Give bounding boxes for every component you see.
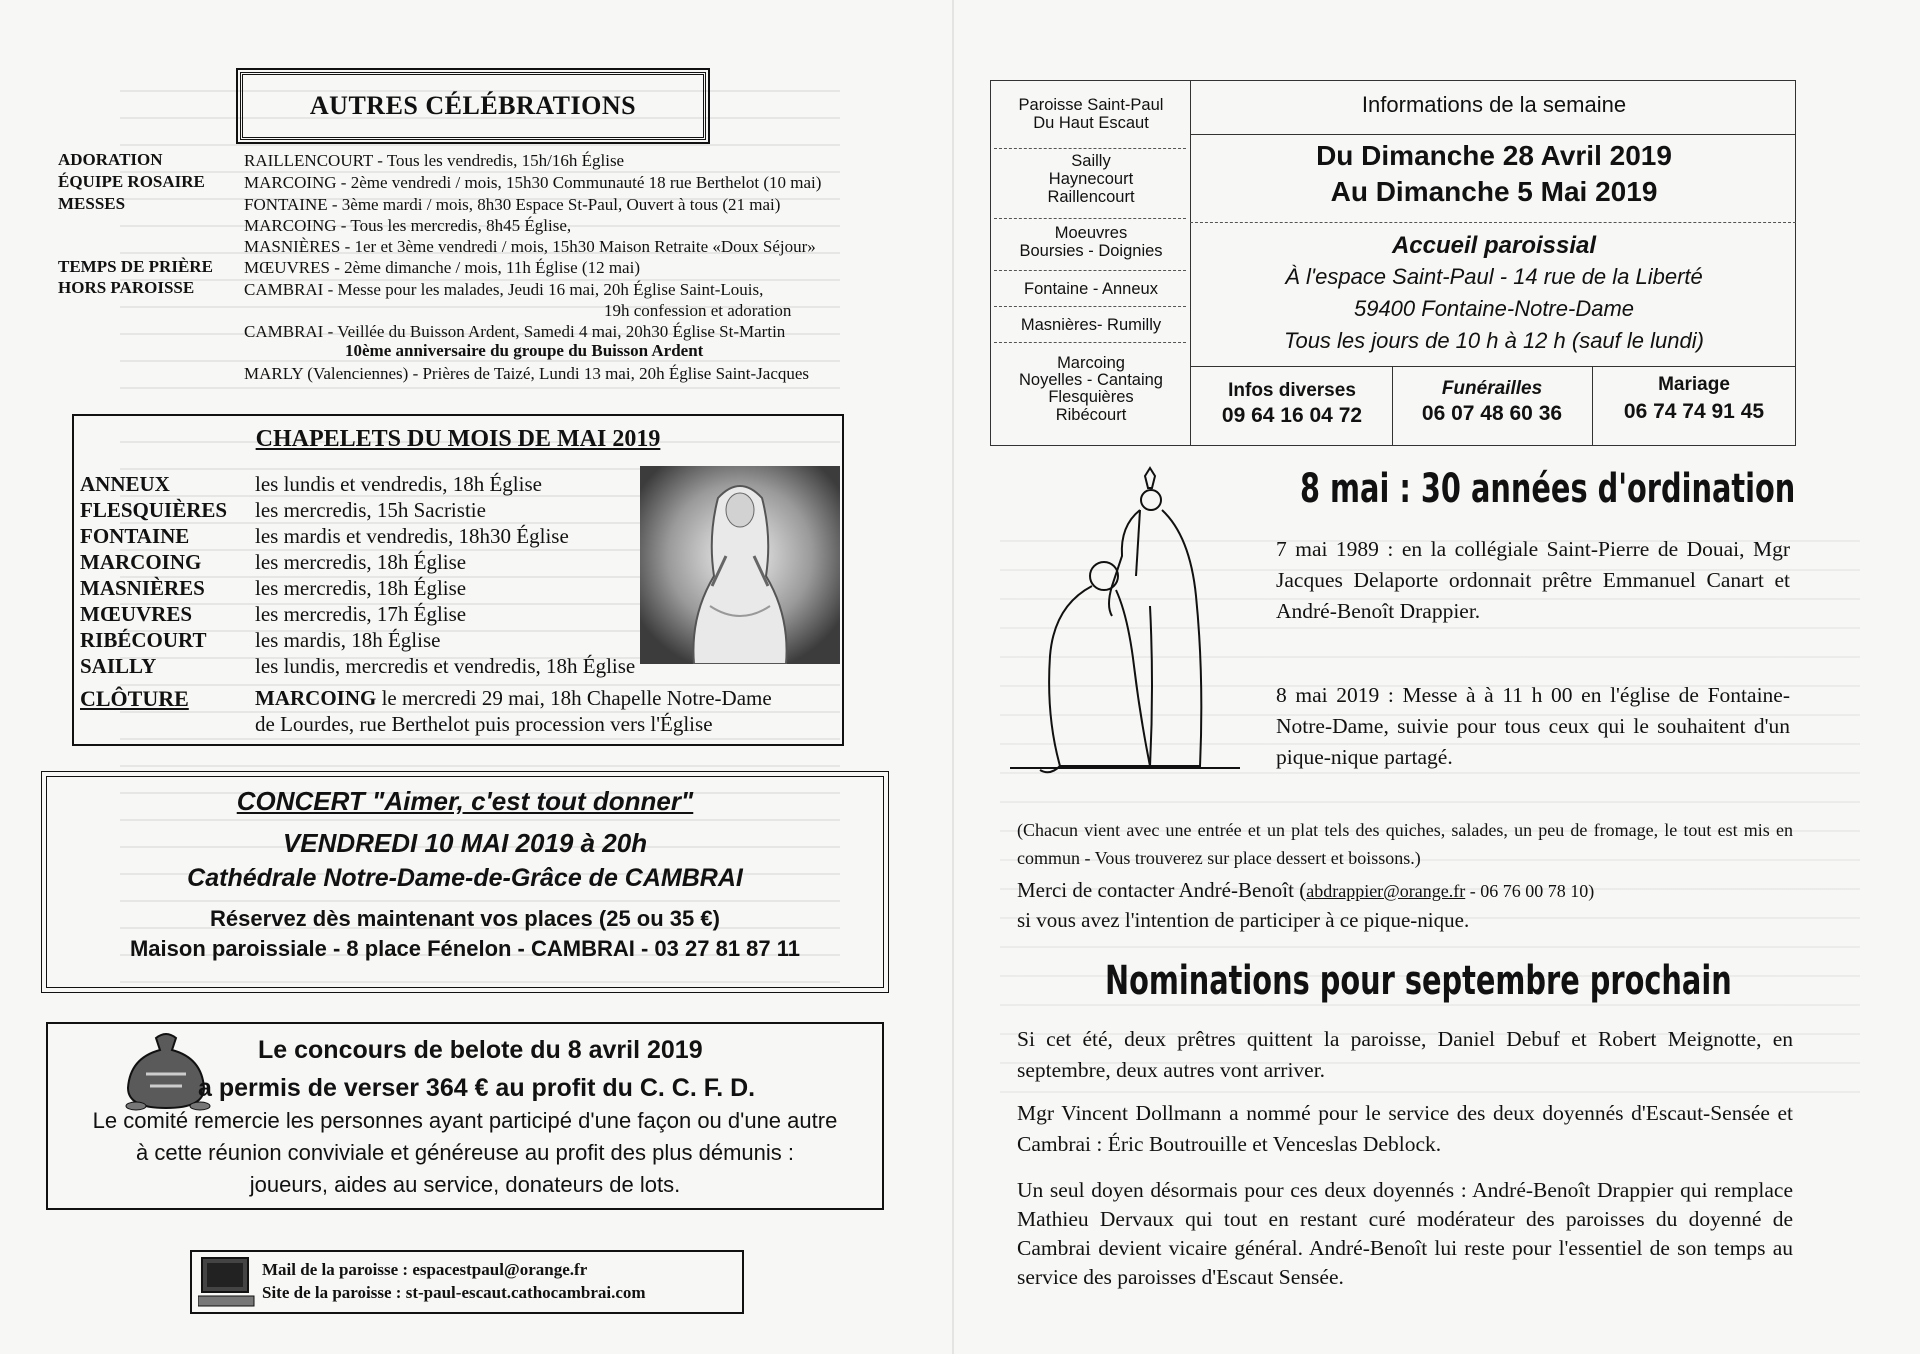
belote-line-2: a permis de verser 364 € au profit du C. C. F. D.	[198, 1074, 756, 1102]
belote-line-4: à cette réunion conviviale et généreuse au profit des plus démunis :	[136, 1140, 794, 1165]
belote-line-3: Le comité remercie les personnes ayant participé d'une façon ou d'une autre	[92, 1108, 838, 1133]
celebration-text: MARLY (Valenciennes) - Prières de Taizé, Lundi 13 mai, 20h Église Saint-Jacques	[244, 364, 810, 383]
parish-site[interactable]: Site de la paroisse : st-paul-escaut.cathocambrai.com	[262, 1283, 646, 1302]
parish-name: Moeuvres	[1054, 224, 1128, 242]
ordination-contact	[1017, 878, 1594, 903]
cloture-place: MARCOING	[255, 686, 377, 710]
chapelet-schedule: les mercredis, 18h Église	[255, 550, 467, 574]
parish-name: Ribécourt	[1055, 406, 1127, 424]
concert-place: Cathédrale Notre-Dame-de-Grâce de CAMBRAI	[187, 864, 743, 892]
belote-line-1: Le concours de belote du 8 avril 2019	[258, 1036, 703, 1064]
ordination-title: 8 mai : 30 années d'ordination	[1300, 466, 1796, 512]
celebration-label: MESSES	[58, 194, 126, 213]
celebration-label: ADORATION	[58, 150, 163, 169]
chapelet-name: FLESQUIÈRES	[80, 498, 228, 522]
grid-divider	[994, 270, 1186, 271]
accueil-title: Accueil paroissial	[1391, 232, 1597, 259]
mariage-phone[interactable]: 06 74 74 91 45	[1623, 400, 1765, 423]
nominations-paragraph-2: Mgr Vincent Dollmann a nommé pour le service des deux doyennés d'Escaut-Sensée et Cambrai : Éric Boutrouille et Venceslas Deblock.	[1017, 1101, 1793, 1156]
contact-text: Merci de contacter André-Benoît (	[1017, 878, 1307, 902]
parish-name: Noyelles - Cantaing	[1019, 371, 1163, 389]
celebration-text: MŒUVRES - 2ème dimanche / mois, 11h Église (12 mai)	[244, 258, 640, 277]
celebration-label: TEMPS DE PRIÈRE	[58, 257, 213, 276]
infos-phone[interactable]: 09 64 16 04 72	[1221, 404, 1363, 427]
parish-name: Sailly	[1071, 152, 1111, 170]
chapelet-name: RIBÉCOURT	[80, 628, 207, 652]
chapelet-schedule: les mercredis, 15h Sacristie	[255, 498, 486, 522]
celebration-label: HORS PAROISSE	[58, 278, 195, 297]
chapelet-schedule: les mercredis, 17h Église	[255, 602, 467, 626]
concert-address: Maison paroissiale - 8 place Fénelon - CAMBRAI - 03 27 81 87 11	[129, 936, 801, 961]
parish-name: Fontaine - Anneux	[1024, 280, 1158, 298]
parish-name: Masnières- Rumilly	[1020, 316, 1162, 334]
grid-divider	[994, 148, 1186, 149]
chapelet-name: MŒUVRES	[80, 602, 193, 626]
celebration-text: CAMBRAI - Messe pour les malades, Jeudi 16 mai, 20h Église Saint-Louis,	[244, 280, 764, 299]
ordination-contact-end: si vous avez l'intention de participer à ce pique-nique.	[1017, 908, 1470, 932]
chapelet-schedule: les lundis et vendredis, 18h Église	[255, 472, 542, 496]
celebration-text: MASNIÈRES - 1er et 3ème vendredi / mois, 15h30 Maison Retraite «Doux Séjour»	[244, 237, 816, 256]
cloture-text	[255, 686, 772, 711]
cloture-line-2: de Lourdes, rue Berthelot puis procession vers l'Église	[255, 712, 713, 736]
celebration-text: CAMBRAI - Veillée du Buisson Ardent, Samedi 4 mai, 20h30 Église St-Martin	[244, 322, 786, 341]
chapelet-schedule: les mercredis, 18h Église	[255, 576, 467, 600]
madonna-image	[640, 466, 840, 664]
grid-divider	[1190, 366, 1796, 367]
nominations-paragraph-1: Si cet été, deux prêtres quittent la paroisse, Daniel Debuf et Robert Meignotte, en septembre, deux autres vont arriver.	[1017, 1027, 1793, 1082]
ordination-note: (Chacun vient avec une entrée et un plat tels des quiches, salades, un peu de fromage, le tout est mis en commun - Vous trouverez sur place dessert et boissons.)	[1017, 820, 1793, 868]
celebration-text: FONTAINE - 3ème mardi / mois, 8h30 Espace St-Paul, Ouvert à tous (21 mai)	[244, 195, 781, 214]
parish-name: Du Haut Escaut	[1033, 114, 1149, 132]
page-fold	[952, 0, 954, 1354]
parish-name: Paroisse Saint-Paul	[1018, 96, 1164, 114]
grid-divider	[994, 342, 1186, 343]
cloture-label: CLÔTURE	[80, 686, 189, 711]
funerailles-label: Funérailles	[1441, 378, 1543, 399]
parish-mail[interactable]: Mail de la paroisse : espacestpaul@orange.fr	[262, 1260, 588, 1279]
ordination-paragraph-1: 7 mai 1989 : en la collégiale Saint-Pierre de Douai, Mgr Jacques Delaporte ordonnait prêtre Emmanuel Canart et André-Benoît Drappier.	[1276, 537, 1790, 623]
chapelets-title: CHAPELETS DU MOIS DE MAI 2019	[255, 426, 661, 452]
chapelet-schedule: les mardis et vendredis, 18h30 Église	[255, 524, 569, 548]
parish-name: Flesquières	[1048, 388, 1134, 406]
celebration-text: MARCOING - Tous les mercredis, 8h45 Église,	[244, 216, 572, 235]
cloture-line-1: le mercredi 29 mai, 18h Chapelle Notre-Dame	[376, 686, 772, 710]
contact-phone: - 06 76 00 78 10)	[1465, 881, 1595, 901]
concert-reserve: Réservez dès maintenant vos places (25 ou 35 €)	[210, 906, 720, 931]
grid-divider	[994, 306, 1186, 307]
ordination-paragraph-2: 8 mai 2019 : Messe à à 11 h 00 en l'église de Fontaine-Notre-Dame, suivie pour tous ceux qui le souhaitent d'un pique-nique partagé.	[1276, 683, 1790, 769]
accueil-hours: Tous les jours de 10 h à 12 h (sauf le lundi)	[1284, 328, 1704, 353]
parish-name: Marcoing	[1057, 354, 1125, 372]
chapelet-schedule: les mardis, 18h Église	[255, 628, 441, 652]
grid-divider	[994, 218, 1186, 219]
funerailles-phone[interactable]: 06 07 48 60 36	[1421, 402, 1563, 425]
celebration-text: MARCOING - 2ème vendredi / mois, 15h30 Communauté 18 rue Berthelot (10 mai)	[244, 173, 822, 192]
infos-label: Infos diverses	[1228, 380, 1356, 401]
grid-divider	[1190, 134, 1796, 135]
ordination-illustration	[1000, 466, 1250, 786]
chapelet-name: MARCOING	[80, 550, 202, 574]
belote-line-5: joueurs, aides au service, donateurs de lots.	[249, 1172, 681, 1197]
celebration-text: 10ème anniversaire du groupe du Buisson Ardent	[345, 341, 704, 360]
celebration-text: RAILLENCOURT - Tous les vendredis, 15h/16h Église	[244, 151, 625, 170]
grid-divider	[1190, 222, 1796, 223]
chapelet-name: MASNIÈRES	[80, 576, 205, 600]
accueil-city: 59400 Fontaine-Notre-Dame	[1353, 296, 1635, 321]
chapelet-name: FONTAINE	[80, 524, 190, 548]
chapelet-name: ANNEUX	[80, 472, 170, 496]
computer-icon	[198, 1256, 256, 1308]
concert-date: VENDREDI 10 MAI 2019 à 20h	[282, 828, 648, 858]
autres-celebrations-title: AUTRES CÉLÉBRATIONS	[240, 72, 706, 140]
celebration-label: ÉQUIPE ROSAIRE	[58, 172, 205, 191]
nominations-title: Nominations pour septembre prochain	[1105, 958, 1732, 1004]
contact-email-link[interactable]: abdrappier@orange.fr	[1306, 881, 1466, 901]
chapelet-name: SAILLY	[80, 654, 157, 678]
parish-name: Raillencourt	[1047, 188, 1135, 206]
parish-name: Boursies - Doignies	[1019, 242, 1163, 260]
info-header: Informations de la semaine	[1361, 92, 1627, 117]
mariage-label: Mariage	[1658, 374, 1730, 395]
concert-title: CONCERT "Aimer, c'est tout donner"	[236, 786, 694, 816]
chapelet-schedule: les lundis, mercredis et vendredis, 18h Église	[255, 654, 636, 678]
nominations-paragraph-3: Un seul doyen désormais pour ces deux doyennés : André-Benoît Drappier qui remplace Mathieu Dervaux qui tout en restant curé modérateur des paroisses du doyenné de Cambrai devient vicaire général. André-Benoît lui reste pour l'essentiel de son temps au service des paroisses d'Escaut Sensée.	[1017, 1178, 1793, 1289]
celebration-text: 19h confession et adoration	[604, 301, 792, 320]
week-end-date: Au Dimanche 5 Mai 2019	[1330, 176, 1658, 207]
parish-name: Haynecourt	[1048, 170, 1134, 188]
accueil-address: À l'espace Saint-Paul - 14 rue de la Liberté	[1285, 264, 1703, 289]
week-start-date: Du Dimanche 28 Avril 2019	[1316, 140, 1672, 171]
